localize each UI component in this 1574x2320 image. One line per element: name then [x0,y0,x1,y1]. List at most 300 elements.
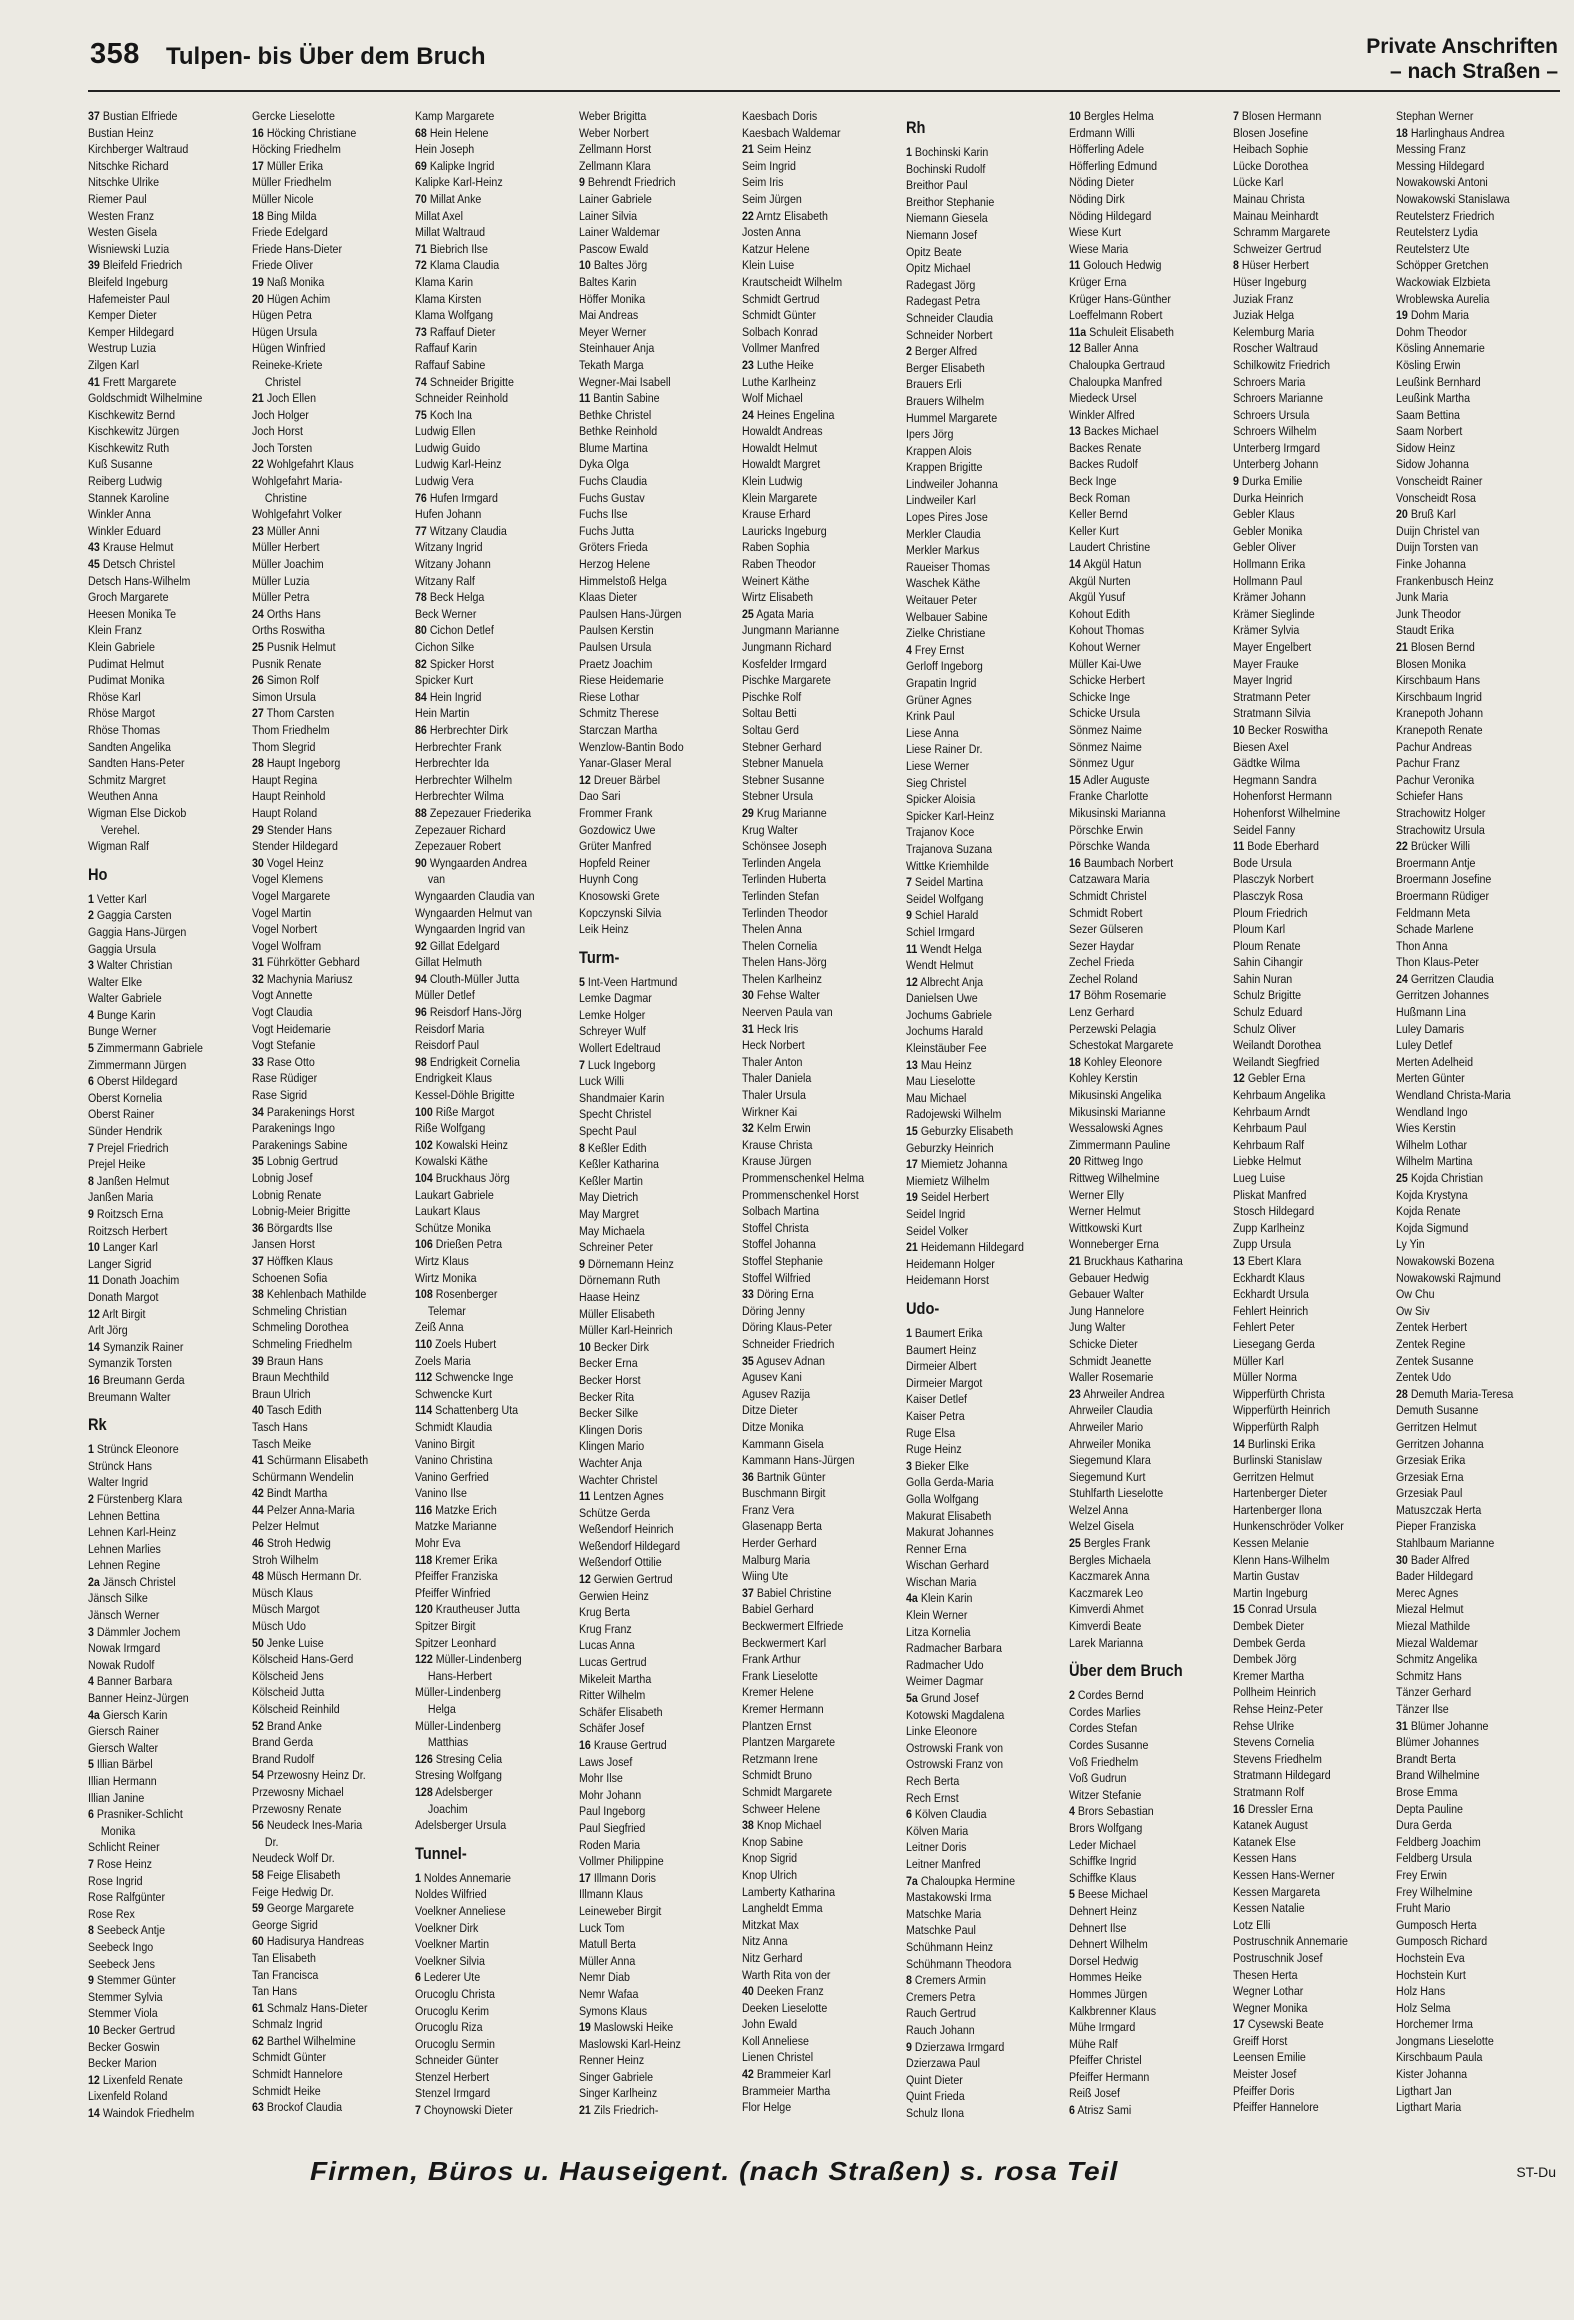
resident-entry [1069,1754,1232,1771]
resident-name: Schade Marlene [1396,922,1474,937]
resident-name: Ligthart Maria [1396,2100,1462,2115]
resident-entry [742,1319,905,1336]
resident-name: Müller Joachim [251,557,324,572]
resident-name: Brand Gerda [251,1735,313,1750]
resident-entry [579,1438,742,1455]
resident-entry [906,1690,1069,1707]
house-number: 21 [905,1240,918,1255]
resident-name: Makurat Elisabeth [905,1508,991,1523]
directory-columns [88,108,1560,2118]
resident-name: Wegner Monika [1232,2000,1307,2015]
resident-entry [1233,1850,1396,1867]
resident-name: Luck Willi [578,1074,624,1089]
resident-entry [88,589,251,606]
resident-entry [252,705,415,722]
resident-name: Cremers Armin [914,1973,986,1988]
resident-name: Wilhelm Lothar [1396,1137,1468,1152]
resident-entry [1069,905,1232,922]
resident-entry [415,1601,578,1618]
resident-name: Oberst Rainer [88,1107,155,1122]
resident-name: Wendland Christa-Maria [1396,1088,1511,1103]
resident-name: Matzke Marianne [415,1519,497,1534]
resident-name: Schuleit Elisabeth [1089,324,1174,339]
resident-entry [1233,374,1396,391]
resident-name: Schulz Brigitte [1232,988,1301,1003]
resident-name: Zentek Regine [1396,1336,1466,1351]
resident-entry [742,1950,905,1967]
resident-name: Broermann Josefine [1396,872,1492,887]
resident-entry [415,1936,578,1953]
resident-entry [415,1485,578,1502]
resident-name: Heck Iris [756,1021,799,1036]
resident-entry [906,1140,1069,1157]
resident-entry [1396,1635,1559,1652]
resident-name: Bethke Christel [578,407,651,422]
resident-entry [415,2003,578,2020]
resident-name: Breithor Paul [905,178,968,193]
resident-name: Kammann Hans-Jürgen [742,1453,855,1468]
resident-entry [579,1870,742,1887]
house-number: 25 [251,640,264,654]
resident-entry [415,722,578,739]
resident-entry [88,1322,251,1339]
house-number: 98 [415,1054,427,1069]
resident-name: Ahrweiler Claudia [1069,1403,1153,1418]
resident-name: Rauch Gertrud [905,2006,976,2021]
resident-name: Welbauer Sabine [905,609,988,624]
resident-name: Schmidt Christel [1069,888,1147,903]
resident-entry [742,1469,905,1486]
resident-entry [579,1405,742,1422]
resident-name: Pusnik Helmut [266,640,336,654]
resident-name: Duijn Torsten van [1396,540,1479,555]
resident-entry [579,639,742,656]
resident-name: Maslowski Karl-Heinz [578,2036,681,2051]
resident-name: Kirchberger Waltraud [88,142,189,157]
resident-entry [742,2066,905,2083]
resident-name: Eckhardt Klaus [1232,1270,1305,1285]
resident-entry [579,1472,742,1489]
resident-name: Zimmermann Pauline [1069,1137,1171,1152]
resident-name: Bieker Elke [914,1458,969,1473]
resident-name: Hummel Margarete [905,410,997,425]
resident-name: Agata Maria [756,606,814,621]
resident-entry [415,1651,578,1668]
resident-entry [415,1336,578,1353]
resident-entry [579,2069,742,2086]
resident-entry [1233,805,1396,822]
resident-name: Voelkner Dirk [415,1920,479,1935]
resident-name: Schulz Eduard [1232,1005,1302,1020]
resident-entry [579,1637,742,1654]
resident-name: Przewosny Heinz Dr. [266,1768,366,1783]
resident-name: Reutelsterz Friedrich [1396,208,1495,223]
resident-name: Kohout Werner [1069,640,1141,654]
resident-entry [415,506,578,523]
resident-entry [252,822,415,839]
resident-entry [742,1734,905,1751]
resident-entry [906,1839,1069,1856]
resident-name: Hügen Petra [251,308,312,323]
resident-name: Grüter Manfred [578,839,651,854]
resident-name: Cordes Stefan [1069,1721,1138,1736]
resident-entry [906,1106,1069,1123]
house-number: 68 [415,125,427,140]
resident-name: Rehse Ulrike [1232,1718,1294,1733]
resident-entry [252,1635,415,1652]
resident-name: Prasniker-Schlicht [96,1807,183,1822]
resident-name: Dzierzawa Irmgard [914,2039,1004,2054]
house-number: 35 [251,1154,264,1169]
resident-name: Pieper Franziska [1396,1519,1476,1534]
resident-entry [1233,1402,1396,1419]
house-number: 45 [88,557,100,572]
resident-entry [1396,1817,1559,1834]
resident-entry [252,407,415,424]
resident-entry [906,1342,1069,1359]
resident-entry [415,1170,578,1187]
resident-entry [88,1524,251,1541]
resident-name: Lixenfeld Renate [102,2072,183,2087]
resident-name: Luck Tom [578,1920,624,1935]
resident-name: Westrup Luzia [88,341,156,356]
resident-entry [906,874,1069,891]
resident-entry [906,1590,1069,1607]
resident-name: Mau Heinz [920,1057,972,1072]
resident-name: Wonneberger Erna [1069,1237,1159,1252]
resident-name: Ploum Friedrich [1232,905,1308,920]
resident-name: Kischkewitz Bernd [88,407,176,422]
directory-column [579,108,742,2118]
resident-entry [252,1734,415,1751]
resident-entry [579,191,742,208]
resident-entry [906,625,1069,642]
resident-entry [906,791,1069,808]
resident-name: Thom Carsten [266,706,334,721]
house-number: 106 [415,1237,433,1252]
resident-name: Kemper Hildegard [88,324,174,339]
resident-name: Liese Anna [905,725,959,740]
resident-entry [252,1850,415,1867]
resident-entry [742,1336,905,1353]
resident-name: Lobnig Renate [251,1187,321,1202]
resident-entry [1233,1502,1396,1519]
resident-entry [742,2049,905,2066]
resident-name: Trajanova Suzana [905,841,992,856]
resident-name: Winkler Alfred [1069,407,1135,422]
resident-entry [415,1054,578,1071]
resident-name: Merkler Claudia [905,526,981,541]
resident-entry [1396,1585,1559,1602]
resident-name: Orths Roswitha [251,623,325,638]
resident-entry [88,374,251,391]
resident-name: Witzany Claudia [429,523,507,538]
resident-name: Katanek August [1232,1818,1308,1833]
resident-entry [906,1073,1069,1090]
resident-entry [1233,274,1396,291]
resident-name: Krüger Hans-Günther [1069,291,1171,306]
resident-entry [1069,2102,1232,2118]
resident-entry [1396,423,1559,440]
resident-entry [579,423,742,440]
resident-entry [1069,125,1232,142]
resident-name: Krappen Brigitte [905,460,982,475]
house-number: 16 [88,1372,100,1387]
resident-entry [88,1441,251,1458]
resident-name: Schmitz Angelika [1396,1652,1478,1667]
resident-name: Niemann Josef [905,227,977,242]
resident-entry [1069,2085,1232,2102]
resident-name: Matschke Paul [905,1923,976,1938]
resident-name: Neudeck Ines-Maria [266,1818,362,1833]
house-number: 9 [905,908,912,923]
resident-name: Müller Elisabeth [578,1306,655,1321]
resident-name: Thaler Daniela [742,1071,812,1086]
resident-name: Stoffel Christa [742,1220,809,1235]
resident-entry [252,1021,415,1038]
resident-entry [1396,2099,1559,2116]
resident-entry [1233,1784,1396,1801]
resident-name: Loeffelmann Robert [1069,308,1163,323]
resident-entry [1233,1286,1396,1303]
resident-entry [252,340,415,357]
resident-entry [1396,1601,1559,1618]
resident-entry [1069,2019,1232,2036]
resident-name: Kehrbaum Paul [1232,1121,1306,1136]
resident-name: Blosen Monika [1396,656,1466,671]
resident-entry [1069,174,1232,191]
resident-name: Albrecht Anja [919,974,983,989]
resident-entry [1396,672,1559,689]
resident-entry [579,324,742,341]
resident-entry [1069,1170,1232,1187]
house-number: 20 [1396,507,1408,522]
resident-name: Shandmaier Karin [578,1090,664,1105]
house-number: 7 [88,1856,94,1871]
resident-entry [1069,739,1232,756]
resident-entry [415,606,578,623]
resident-name: Döring Jenny [742,1303,805,1318]
resident-name: Dura Gerda [1396,1818,1452,1833]
resident-entry [415,1718,578,1735]
resident-entry [579,1571,742,1588]
resident-name: Beck Inge [1069,474,1117,489]
resident-entry [252,1568,415,1585]
resident-entry [1069,1986,1232,2003]
resident-entry [906,1223,1069,1240]
resident-entry [579,307,742,324]
resident-entry [1069,2052,1232,2069]
resident-entry [1069,224,1232,241]
resident-entry [415,108,578,125]
resident-entry [252,1452,415,1469]
resident-entry [1396,1319,1559,1336]
resident-name: Terlinden Stefan [742,888,820,903]
house-number: 11 [88,1273,100,1288]
resident-entry [1396,407,1559,424]
resident-entry [1233,1236,1396,1253]
resident-name: May Dietrich [578,1190,638,1205]
resident-name: Opitz Beate [905,244,962,259]
resident-name: Rhöse Margot [88,706,155,721]
resident-name: Dohm Maria [1410,308,1469,323]
resident-name: Ruge Elsa [905,1425,955,1440]
resident-entry [906,1425,1069,1442]
resident-entry [1069,805,1232,822]
resident-entry [252,1220,415,1237]
resident-entry [252,722,415,739]
resident-entry [579,1355,742,1372]
resident-entry [579,141,742,158]
resident-name: Gädtke Wilma [1232,756,1300,771]
resident-name: Joch Holger [251,407,309,422]
resident-name: Becker Marion [88,2056,157,2071]
resident-entry [1233,1601,1396,1618]
resident-name: Oberst Kornelia [88,1090,163,1105]
resident-name: Gebler Oliver [1232,540,1296,555]
resident-name: Wirtz Elisabeth [742,590,814,605]
resident-name: Tan Hans [251,1984,297,1999]
resident-name: Rhöse Karl [88,689,141,704]
resident-entry [1233,755,1396,772]
resident-name: Frank Arthur [742,1652,801,1667]
resident-entry [1069,822,1232,839]
resident-name: Mastakowski Irma [905,1890,991,1905]
resident-name: Stebner Manuela [742,756,824,771]
house-number: 10 [88,1240,100,1255]
resident-entry [415,838,578,855]
resident-name: Müsch Klaus [251,1585,313,1600]
resident-name: George Margarete [266,1901,354,1916]
resident-entry [88,473,251,490]
resident-name: Wipperfürth Heinrich [1232,1403,1330,1418]
resident-entry [415,1953,578,1970]
resident-name: Nowakowski Antoni [1396,175,1488,190]
resident-entry [1069,855,1232,872]
resident-entry [415,490,578,507]
resident-name: Hafemeister Paul [88,291,170,306]
resident-entry [1069,523,1232,540]
resident-name: Blosen Bernd [1410,640,1475,654]
resident-entry [579,174,742,191]
resident-entry [579,1223,742,1240]
resident-entry [579,622,742,639]
resident-name: Nowak Irmgard [88,1641,161,1656]
resident-name: Helga [427,1702,456,1716]
resident-entry [415,224,578,241]
resident-name: Stemmer Viola [88,2006,158,2021]
resident-entry [415,788,578,805]
resident-name: Orucoglu Riza [415,2020,483,2035]
resident-name: Hartenberger Ilona [1232,1502,1322,1517]
resident-name: Wittkowski Kurt [1069,1220,1142,1235]
resident-entry [1233,1917,1396,1934]
resident-name: Luley Damaris [1396,1021,1465,1036]
resident-name: Stresing Wolfgang [415,1768,502,1783]
resident-entry [742,656,905,673]
resident-name: Zoels Hubert [435,1336,497,1351]
resident-entry [252,971,415,988]
resident-entry [415,639,578,656]
resident-entry [415,1469,578,1486]
resident-name: Plasczyk Norbert [1232,872,1314,887]
resident-entry [252,1983,415,2000]
resident-name: Cysewski Beate [1247,2017,1324,2032]
resident-name: Müsch Hermann Dr. [266,1569,362,1584]
resident-entry [579,1754,742,1771]
house-number: 2 [88,1491,94,1506]
resident-name: Strünck Eleonore [96,1442,179,1457]
resident-entry [579,1505,742,1522]
resident-name: Stosch Hildegard [1232,1204,1314,1219]
resident-entry [415,2102,578,2118]
resident-entry [88,1389,251,1406]
resident-name: Reutelsterz Ute [1396,241,1470,256]
house-number: 25 [1396,1171,1408,1185]
street-heading: Rh [905,118,925,137]
resident-name: Junk Theodor [1396,606,1461,621]
resident-entry [252,357,415,374]
resident-name: Jansen Horst [251,1237,315,1252]
resident-entry [1069,506,1232,523]
house-number: 46 [251,1536,264,1551]
resident-entry [1233,1452,1396,1469]
resident-entry [742,1767,905,1784]
resident-name: Kohley Eleonore [1083,1054,1163,1069]
house-number: 6 [905,1807,912,1822]
resident-name: Radmacher Barbara [905,1641,1002,1656]
house-number: 2a [88,1574,100,1589]
section-title [1366,34,1558,84]
resident-name: Kotowski Magdalena [905,1707,1004,1722]
house-number: 19 [578,2020,591,2035]
resident-name: Klein Karin [920,1591,972,1606]
resident-entry [742,1236,905,1253]
resident-name [742,2117,828,2118]
resident-name: Frank Lieselotte [742,1668,818,1683]
resident-entry [1069,2069,1232,2086]
resident-entry [742,1369,905,1386]
resident-name: Tänzer Gerhard [1396,1685,1472,1700]
resident-name: Kohout Edith [1069,606,1131,621]
resident-name: Schneider Günter [415,2053,499,2068]
resident-entry [906,609,1069,626]
resident-name: Ludwig Guido [415,440,481,455]
resident-name: Broermann Antje [1396,855,1476,870]
resident-entry [1069,589,1232,606]
resident-entry [88,423,251,440]
resident-entry [415,539,578,556]
resident-name: Waller Rosemarie [1069,1370,1154,1385]
resident-name: Bunge Karin [96,1007,156,1022]
resident-entry [252,1203,415,1220]
resident-name: Sezer Gülseren [1069,922,1144,937]
resident-entry [742,1884,905,1901]
resident-name: Brand Wilhelmine [1396,1768,1480,1783]
house-number: 11 [578,391,590,406]
resident-name: Paulsen Ursula [578,640,651,654]
resident-name: Schicke Herbert [1069,673,1145,688]
resident-entry [1069,208,1232,225]
house-number: 37 [742,1585,754,1600]
resident-name: Kölven Claudia [914,1807,987,1822]
resident-entry [742,1153,905,1170]
resident-entry [1069,1286,1232,1303]
resident-entry [415,456,578,473]
resident-name: Stevens Cornelia [1232,1735,1314,1750]
resident-name: Herbrechter Frank [415,739,502,754]
resident-name: Müller Anna [578,1953,635,1968]
